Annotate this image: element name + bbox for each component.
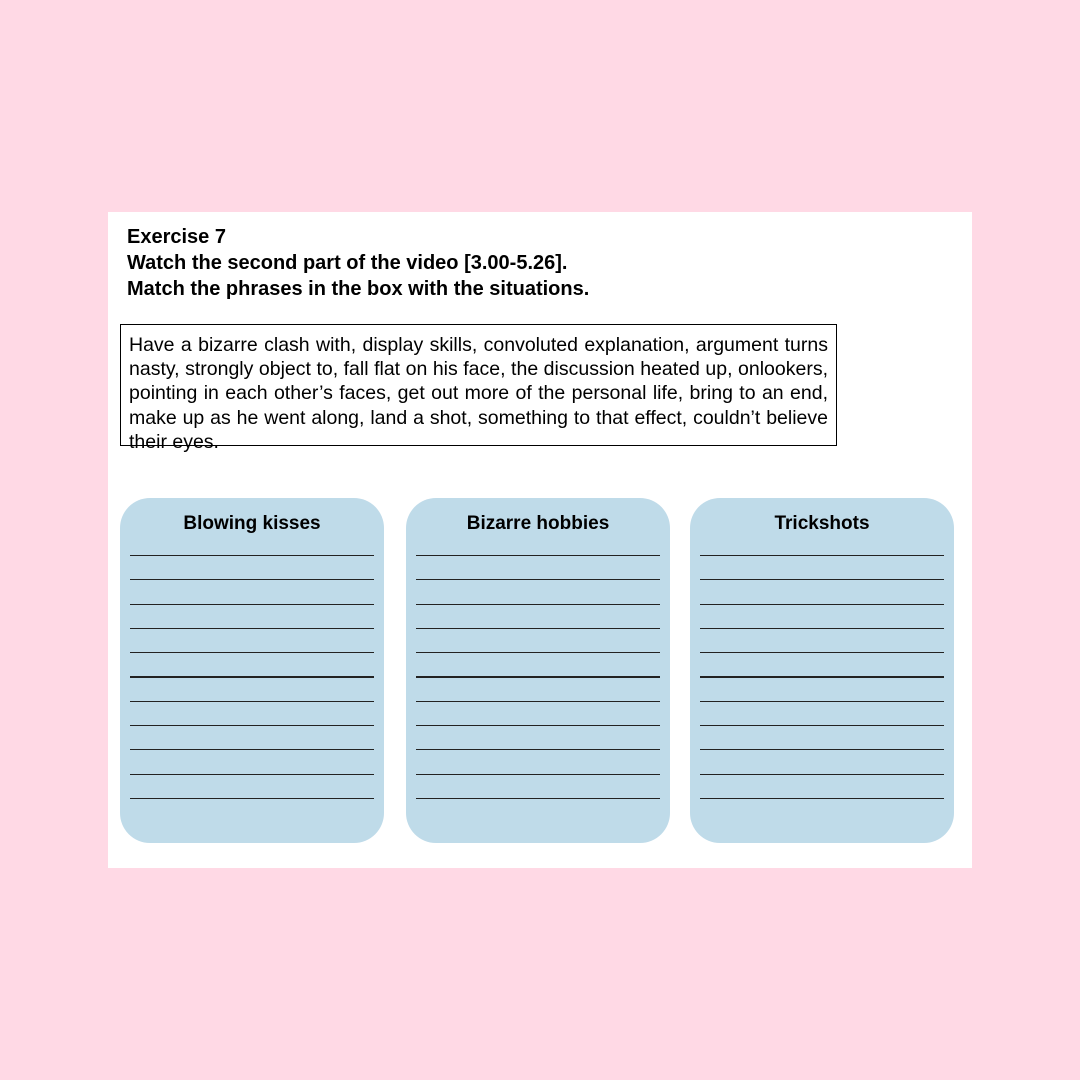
answer-line — [416, 798, 660, 799]
answer-line — [700, 798, 944, 799]
phrase-list: Have a bizarre clash with, display skills, convoluted explanation, argument turns nasty, strongly object to, fall flat on his face, the discussion heated up, onlookers, pointing in each other’s faces, get out more of the personal life, bring to an end, make up as he went along, land a shot, something to that effect, couldn’t believe their eyes. — [129, 334, 828, 453]
situation-columns — [120, 498, 954, 844]
exercise-title: Exercise 7 — [127, 226, 226, 248]
answer-line — [700, 725, 944, 726]
answer-line — [130, 676, 374, 677]
answer-line — [416, 652, 660, 653]
exercise-heading — [127, 224, 589, 302]
answer-line — [416, 628, 660, 629]
column-bizarre-hobbies — [406, 498, 670, 843]
answer-line — [700, 628, 944, 629]
answer-line — [416, 579, 660, 580]
column-blowing-kisses — [120, 498, 384, 843]
answer-lines — [130, 555, 374, 822]
answer-line — [130, 725, 374, 726]
answer-line — [130, 701, 374, 702]
answer-line — [700, 579, 944, 580]
worksheet — [108, 212, 972, 868]
answer-line — [130, 774, 374, 775]
column-title: Blowing kisses — [183, 513, 321, 534]
answer-line — [130, 798, 374, 799]
exercise-instruction-match: Match the phrases in the box with the situations. — [127, 278, 590, 300]
exercise-instruction-video: Watch the second part of the video [3.00-5.26]. — [127, 252, 568, 274]
answer-line — [416, 701, 660, 702]
answer-line — [130, 652, 374, 653]
answer-line — [416, 725, 660, 726]
answer-line — [130, 604, 374, 605]
answer-line — [700, 604, 944, 605]
answer-line — [700, 701, 944, 702]
answer-line — [416, 774, 660, 775]
answer-line — [700, 652, 944, 653]
answer-lines — [416, 555, 660, 822]
column-trickshots — [690, 498, 954, 843]
phrase-box — [120, 324, 837, 453]
column-title: Bizarre hobbies — [466, 513, 610, 534]
answer-line — [700, 774, 944, 775]
answer-line — [416, 604, 660, 605]
answer-line — [130, 749, 374, 750]
answer-lines — [700, 555, 944, 822]
answer-line — [416, 749, 660, 750]
answer-line — [700, 676, 944, 677]
answer-line — [130, 628, 374, 629]
answer-line — [700, 749, 944, 750]
answer-line — [130, 555, 374, 556]
answer-line — [416, 676, 660, 677]
column-title: Trickshots — [774, 513, 870, 534]
answer-line — [416, 555, 660, 556]
answer-line — [130, 579, 374, 580]
answer-line — [700, 555, 944, 556]
